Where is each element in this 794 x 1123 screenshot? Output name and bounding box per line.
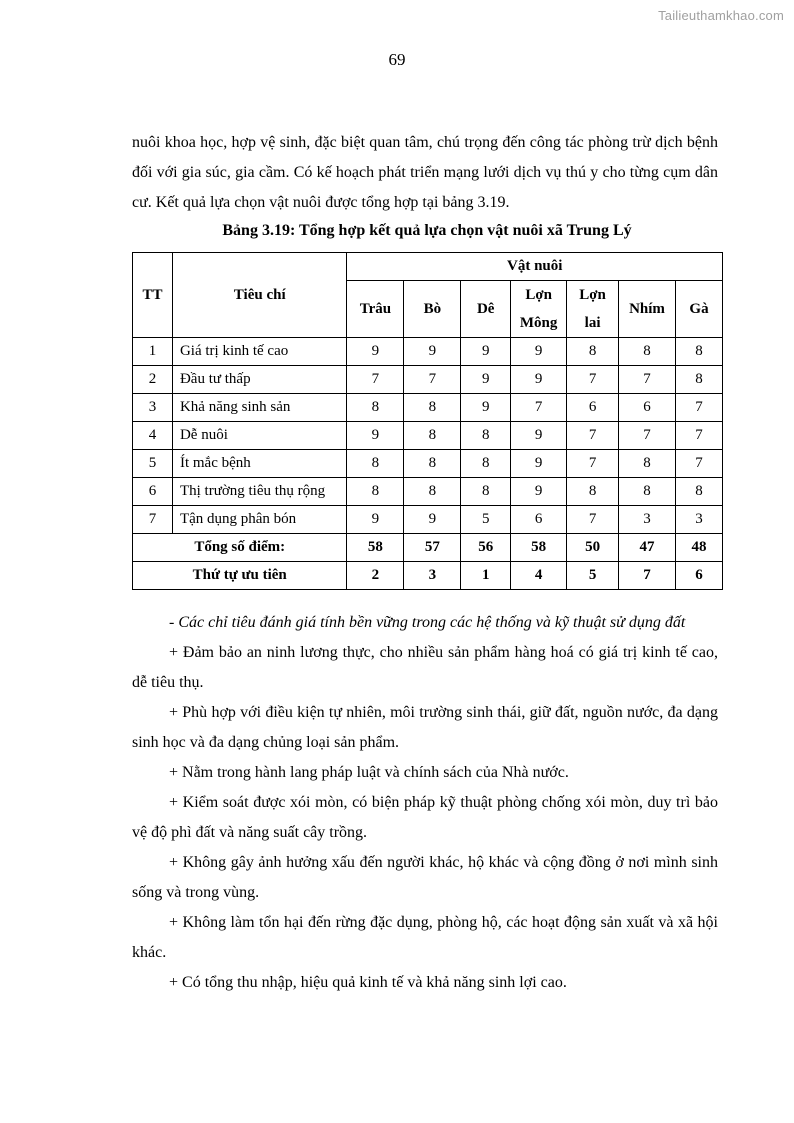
header-animal-line2: Mông: [519, 315, 558, 331]
score-cell: 7: [404, 366, 461, 394]
total-row: [133, 534, 723, 562]
bullet-item: + Nằm trong hành lang pháp luật và chính sách của Nhà nước.: [169, 764, 569, 781]
header-animals-group: Vật nuôi: [347, 253, 723, 281]
header-animal-line1: Trâu: [359, 301, 392, 317]
score-cell: 8: [404, 450, 461, 478]
score-cell: 8: [676, 366, 723, 394]
intro-paragraph: nuôi khoa học, hợp vệ sinh, đặc biệt quan tâm, chú trọng đến công tác phòng trừ dịch bệnh đối với gia súc, gia cầm. Có kế hoạch phát triển mạng lưới dịch vụ thú y cho từng cụm dân cư. Kết quả lựa chọn vật nuôi được tổng hợp tại bảng 3.19.: [132, 134, 718, 211]
row-tt: 7: [133, 506, 173, 534]
header-animal-line1: Lợn: [579, 287, 606, 303]
section-heading: - Các chỉ tiêu đánh giá tính bền vững trong các hệ thống và kỹ thuật sử dụng đất: [169, 614, 686, 631]
page-number: 69: [388, 50, 406, 69]
header-animal-line1: Nhím: [629, 301, 665, 317]
rank-label: Thứ tự ưu tiên: [133, 562, 347, 590]
row-criterion: Giá trị kinh tế cao: [172, 338, 347, 366]
header-animal: [404, 281, 461, 338]
table-row: [133, 366, 723, 394]
total-value: 47: [619, 534, 676, 562]
score-cell: 9: [461, 338, 511, 366]
header-animal-line1: Lợn: [525, 287, 552, 303]
rank-row: [133, 562, 723, 590]
row-criterion: Thị trường tiêu thụ rộng: [172, 478, 347, 506]
row-criterion: Khả năng sinh sản: [172, 394, 347, 422]
row-tt: 2: [133, 366, 173, 394]
score-cell: 7: [567, 506, 619, 534]
table-row: [133, 478, 723, 506]
score-cell: 7: [347, 366, 404, 394]
bullet-item: + Không gây ảnh hưởng xấu đến người khác, hộ khác và cộng đồng ở nơi mình sinh sống và trong vùng.: [132, 854, 718, 901]
score-cell: 8: [404, 422, 461, 450]
header-tt: TT: [133, 253, 173, 338]
score-cell: 6: [511, 506, 567, 534]
score-cell: 8: [676, 338, 723, 366]
total-label: Tổng số điểm:: [133, 534, 347, 562]
score-cell: 9: [461, 366, 511, 394]
rank-value: 1: [461, 562, 511, 590]
row-tt: 1: [133, 338, 173, 366]
score-cell: 7: [567, 422, 619, 450]
score-cell: 8: [619, 450, 676, 478]
score-cell: 9: [511, 338, 567, 366]
row-tt: 5: [133, 450, 173, 478]
score-cell: 7: [567, 366, 619, 394]
score-cell: 8: [567, 338, 619, 366]
bullet-item: + Có tổng thu nhập, hiệu quả kinh tế và khả năng sinh lợi cao.: [169, 974, 567, 991]
score-cell: 8: [619, 338, 676, 366]
rank-value: 3: [404, 562, 461, 590]
score-cell: 9: [404, 338, 461, 366]
score-cell: 9: [511, 478, 567, 506]
header-animal: [461, 281, 511, 338]
score-cell: 7: [567, 450, 619, 478]
score-cell: 9: [404, 506, 461, 534]
header-animal: [511, 281, 567, 338]
score-cell: 3: [619, 506, 676, 534]
score-cell: 8: [567, 478, 619, 506]
table-row: [133, 450, 723, 478]
score-cell: 8: [461, 422, 511, 450]
score-cell: 9: [511, 366, 567, 394]
score-cell: 8: [676, 478, 723, 506]
row-criterion: Đầu tư thấp: [172, 366, 347, 394]
table-row: [133, 338, 723, 366]
total-value: 57: [404, 534, 461, 562]
total-value: 48: [676, 534, 723, 562]
total-value: 50: [567, 534, 619, 562]
total-value: 56: [461, 534, 511, 562]
score-cell: 7: [676, 394, 723, 422]
header-animal: [347, 281, 404, 338]
header-animal-line2: lai: [584, 315, 601, 331]
score-cell: 8: [461, 450, 511, 478]
row-criterion: Tận dụng phân bón: [172, 506, 347, 534]
score-cell: 7: [619, 422, 676, 450]
livestock-selection-table: [132, 252, 723, 590]
header-animal: [676, 281, 723, 338]
row-tt: 3: [133, 394, 173, 422]
score-cell: 3: [676, 506, 723, 534]
score-cell: 9: [511, 450, 567, 478]
row-tt: 6: [133, 478, 173, 506]
score-cell: 7: [676, 422, 723, 450]
score-cell: 9: [347, 506, 404, 534]
score-cell: 9: [347, 338, 404, 366]
row-criterion: Dễ nuôi: [172, 422, 347, 450]
score-cell: 7: [676, 450, 723, 478]
bullet-item: + Không làm tổn hại đến rừng đặc dụng, phòng hộ, các hoạt động sản xuất và xã hội khác.: [132, 914, 718, 961]
header-criteria: Tiêu chí: [172, 253, 347, 338]
score-cell: 7: [619, 366, 676, 394]
score-cell: 6: [619, 394, 676, 422]
score-cell: 8: [404, 478, 461, 506]
rank-value: 2: [347, 562, 404, 590]
score-cell: 5: [461, 506, 511, 534]
score-cell: 8: [347, 478, 404, 506]
score-cell: 8: [461, 478, 511, 506]
score-cell: 6: [567, 394, 619, 422]
table-row: [133, 422, 723, 450]
total-value: 58: [511, 534, 567, 562]
score-cell: 8: [404, 394, 461, 422]
header-animal-line1: Dê: [476, 301, 495, 317]
watermark: Tailieuthamkhao.com: [658, 8, 784, 23]
rank-value: 5: [567, 562, 619, 590]
score-cell: 8: [347, 394, 404, 422]
header-animal-line1: Gà: [689, 301, 709, 317]
table-row: [133, 506, 723, 534]
total-value: 58: [347, 534, 404, 562]
rank-value: 6: [676, 562, 723, 590]
bullet-item: + Phù hợp với điều kiện tự nhiên, môi trường sinh thái, giữ đất, nguồn nước, đa dạng sinh học và đa dạng chủng loại sản phẩm.: [132, 704, 718, 751]
row-criterion: Ít mắc bệnh: [172, 450, 347, 478]
score-cell: 8: [347, 450, 404, 478]
rank-value: 7: [619, 562, 676, 590]
table-caption: Bảng 3.19: Tổng hợp kết quả lựa chọn vật nuôi xã Trung Lý: [222, 222, 632, 239]
header-animal-line1: Bò: [423, 301, 442, 317]
row-tt: 4: [133, 422, 173, 450]
score-cell: 7: [511, 394, 567, 422]
score-cell: 8: [619, 478, 676, 506]
score-cell: 9: [461, 394, 511, 422]
rank-value: 4: [511, 562, 567, 590]
bullet-item: + Đảm bảo an ninh lương thực, cho nhiều sản phẩm hàng hoá có giá trị kinh tế cao, dễ tiêu thụ.: [132, 644, 718, 691]
table-row: [133, 394, 723, 422]
bullet-item: + Kiểm soát được xói mòn, có biện pháp kỹ thuật phòng chống xói mòn, duy trì bảo vệ độ phì đất và năng suất cây trồng.: [132, 794, 718, 841]
header-animal: [619, 281, 676, 338]
score-cell: 9: [347, 422, 404, 450]
score-cell: 9: [511, 422, 567, 450]
header-animal: [567, 281, 619, 338]
